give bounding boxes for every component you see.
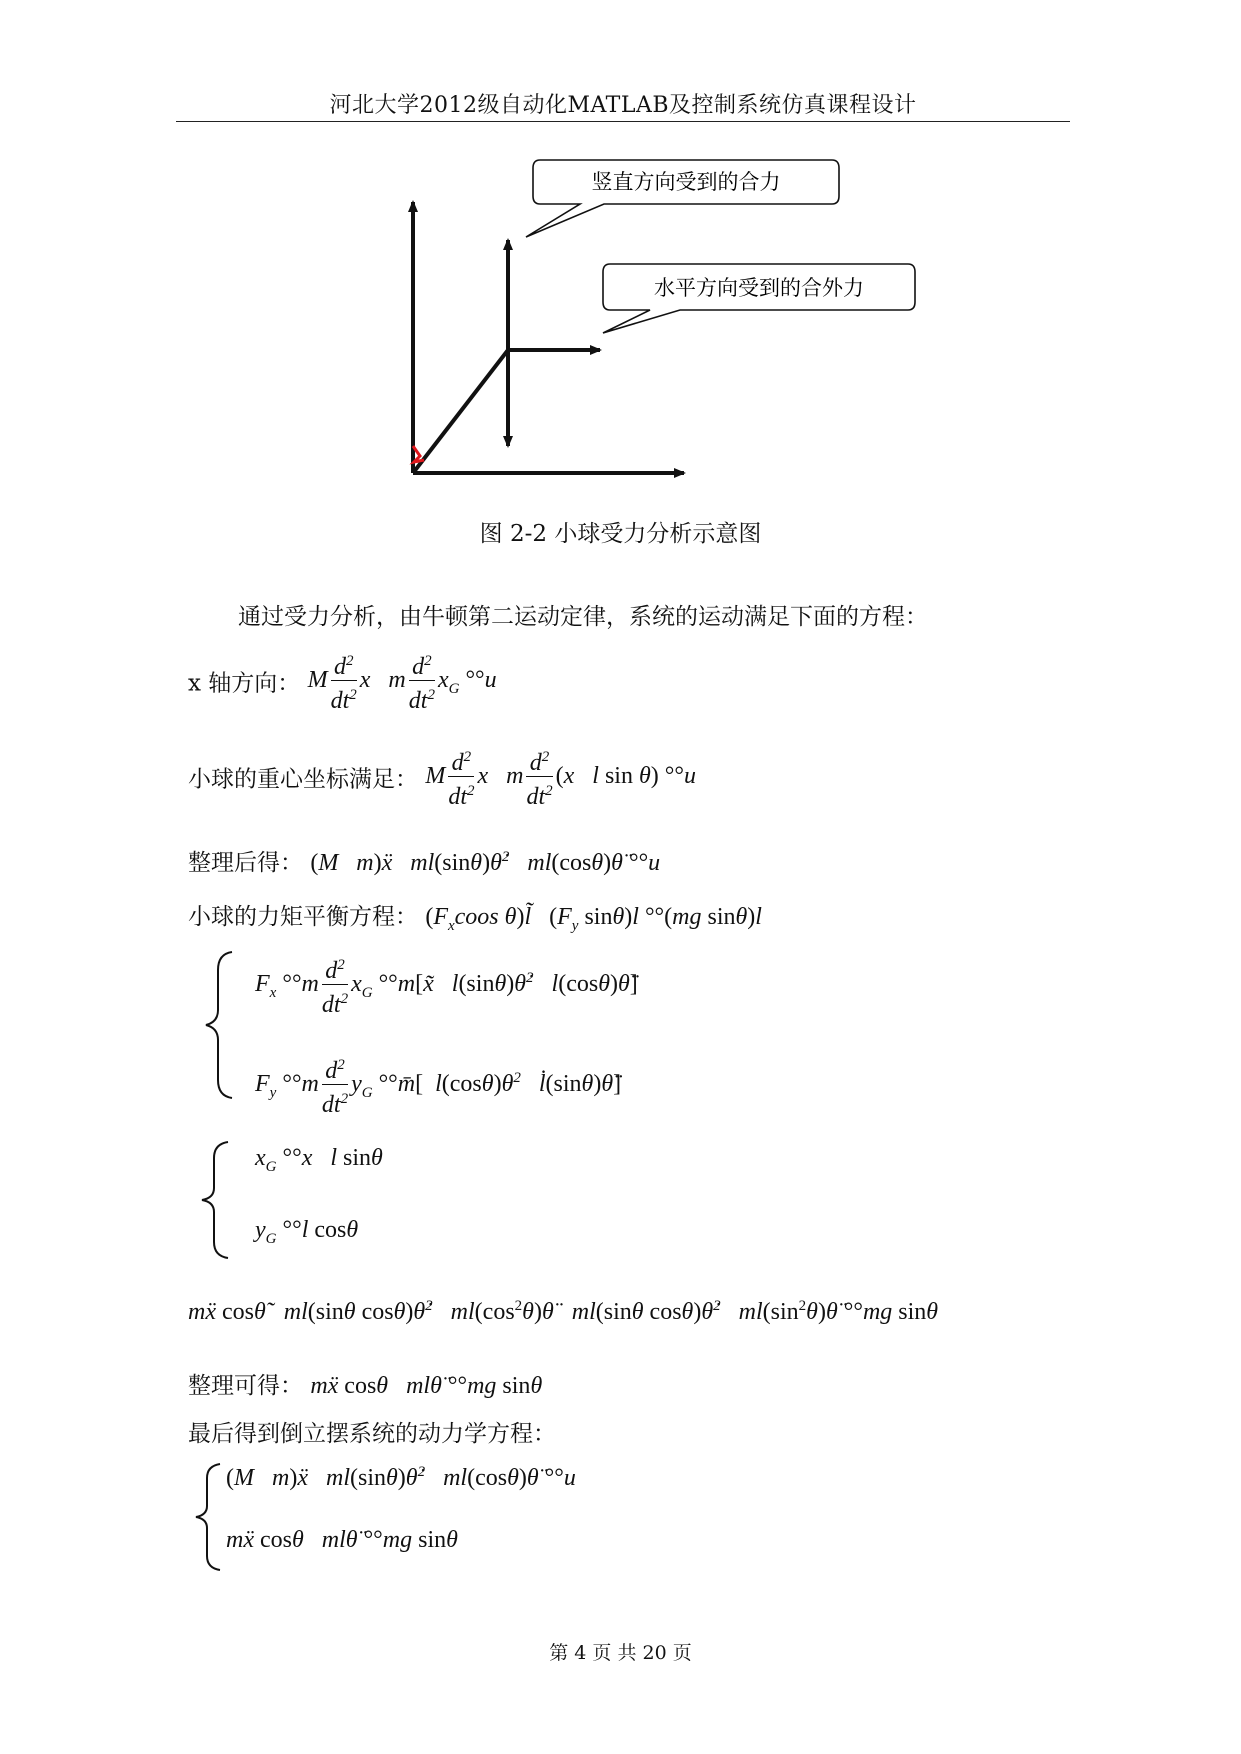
equation-xg: $x_G$ °°x l sinθ	[255, 1145, 383, 1175]
final-label: 最后得到倒立摆系统的动力学方程：	[188, 1421, 556, 1447]
equation-arranged: 整理后得： (M m)ẍ ml(sinθ)θ̇$^2$ ml(cosθ)θ̈ °°u	[188, 849, 661, 876]
equation-centroid: 小球的重心坐标满足： M $\frac{d^2}{dt^2}$ x m $\frac{d^2}{dt^2}$ (x l sin θ) °°u	[188, 744, 696, 811]
centroid-label: 小球的重心坐标满足：	[188, 766, 418, 793]
brace-system-1	[200, 950, 240, 1100]
force-diagram	[0, 0, 1241, 520]
x-axis-label: x 轴方向：	[188, 670, 301, 697]
equation-x-axis: x 轴方向： M $\frac{d^2}{dt^2}$ x m $\frac{d^2}{dt^2}$ $x_G$ °°u	[188, 648, 497, 715]
equation-long: mẍ cosθ̃ ml(sinθ cosθ)θ̇$^2$ $ml(\cos^2\theta)\thetä$ ml(sinθ cosθ)θ̇$^2$ $ml(\sin^2\theta)\thetä$ °°mg sinθ	[188, 1298, 939, 1325]
torque-label: 小球的力矩平衡方程：	[188, 904, 418, 930]
page-header: 河北大学2012级自动化MATLAB及控制系统仿真课程设计	[329, 93, 917, 118]
pendulum-rod	[413, 350, 508, 473]
equation-yg: $y_G$ °°l cosθ	[255, 1217, 359, 1247]
brace-system-3	[190, 1462, 230, 1572]
simplified-label: 整理可得：	[188, 1373, 303, 1399]
callout-horizontal-text: 水平方向受到的合外力	[654, 276, 864, 300]
equation-simplified: 整理可得： mẍ cosθ mlθ̈ °°mg sinθ	[188, 1373, 543, 1399]
equation-fy: $F_y$ °°m $\frac{d^2}{dt^2}$ $y_G$ °°m̄[ $l(\cos\theta)\theta^2$ l̇(sinθ)θ̈]	[255, 1052, 621, 1119]
callout-vertical-text: 竖直方向受到的合力	[591, 170, 781, 194]
equation-torque: 小球的力矩平衡方程： ($F_xcoos$ θ)l̃ ($F_y$ sinθ)l °°(mg sinθ)l	[188, 904, 762, 934]
page-footer: 第 4 页 共 20 页	[549, 1642, 692, 1664]
arranged-label: 整理后得：	[188, 850, 303, 876]
brace-system-2	[196, 1140, 236, 1260]
equation-final-1: (M m)ẍ ml(sinθ)θ̇$^2$ ml(cosθ)θ̈ °°u	[226, 1464, 576, 1491]
equation-final-2: mẍ cosθ mlθ̈ °°mg sinθ	[226, 1527, 458, 1553]
equation-fx: $F_x$ °°m $\frac{d^2}{dt^2}$ $x_G$ °°m[x̃ l(sinθ)θ̇$^2$ l(cosθ)θ̈]	[255, 952, 638, 1019]
figure-caption: 图 2-2 小球受力分析示意图	[479, 521, 762, 547]
intro-paragraph: 通过受力分析，由牛顿第二运动定律，系统的运动满足下面的方程：	[238, 604, 928, 630]
